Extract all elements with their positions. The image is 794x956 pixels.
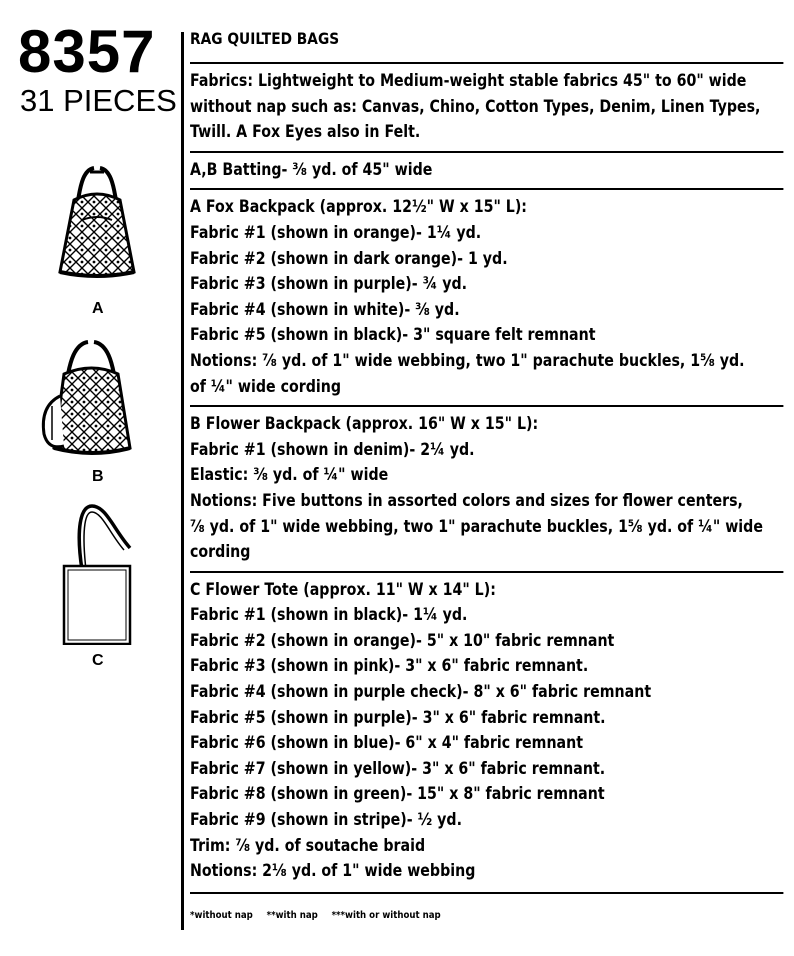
requirement-text: - 2¼ yd. (409, 439, 475, 459)
requirement-line (190, 514, 783, 540)
requirement-line (190, 653, 783, 679)
requirement-text: - 1¼ yd. (416, 222, 482, 242)
requirement-text: - 1 yd. (457, 248, 508, 268)
requirement-heading: Fabric #4 (shown in white) (190, 299, 405, 319)
requirement-line (190, 628, 783, 654)
requirement-heading: Trim: (190, 835, 236, 855)
requirement-text: 2⅛ yd. of 1" wide webbing (262, 861, 476, 881)
requirement-text: ⅜ yd. of ¼" wide (253, 465, 389, 485)
view-a-label: A (92, 300, 104, 317)
requirement-line (190, 246, 783, 272)
requirement-line (190, 602, 783, 628)
requirement-text: - ¾ yd. (411, 274, 468, 294)
requirement-heading: A,B Batting (190, 159, 282, 179)
requirement-text: - 15" x 8" fabric remnant (406, 784, 605, 804)
requirement-heading: Fabric #5 (shown in black) (190, 325, 403, 345)
footnote-without-nap: *without nap (190, 910, 253, 921)
requirement-text: - ½ yd. (406, 810, 462, 830)
requirement-line (190, 322, 783, 348)
requirement-heading: Fabric #5 (shown in purple) (190, 707, 412, 727)
requirement-line (190, 157, 783, 183)
requirement-heading: Fabric #7 (shown in yellow) (190, 758, 412, 778)
requirement-heading: Fabric #2 (shown in dark orange) (190, 248, 458, 268)
flower-tote-icon (58, 500, 138, 645)
requirement-line (190, 539, 783, 565)
requirement-line (190, 679, 783, 705)
requirements-sections (190, 62, 783, 894)
requirement-line (190, 220, 783, 246)
requirement-line (190, 437, 783, 463)
requirement-heading: Fabrics: (190, 71, 258, 90)
requirement-text: ⅞ yd. of soutache braid (235, 835, 426, 855)
requirement-heading: Fabric #1 (shown in denim) (190, 439, 410, 459)
requirement-heading: Notions: (190, 350, 263, 370)
requirement-text: - 3" square felt remnant (402, 325, 596, 345)
requirement-heading: Fabric #3 (shown in pink) (190, 656, 395, 676)
requirement-heading: Fabric #6 (shown in blue) (190, 733, 395, 753)
requirement-heading: C Flower Tote (approx. 11" W x 14" L): (190, 579, 496, 599)
pattern-number: 8357 (18, 18, 156, 85)
requirement-text: Five buttons in assorted colors and sizes for flower centers, (262, 490, 743, 510)
fox-backpack-icon (52, 160, 142, 285)
requirement-text: - 1¼ yd. (402, 605, 468, 625)
requirement-heading: Notions: (190, 861, 263, 881)
requirement-heading: Notions: (190, 490, 263, 510)
requirement-heading: Fabric #9 (shown in stripe) (190, 810, 407, 830)
requirement-line (190, 68, 783, 94)
requirement-line (190, 411, 783, 437)
requirement-heading: Fabric #3 (shown in purple) (190, 274, 412, 294)
requirement-line (190, 374, 783, 400)
footnotes (190, 910, 441, 921)
requirement-line (190, 194, 783, 220)
requirement-text: cording (190, 542, 251, 562)
requirement-line (190, 756, 783, 782)
requirement-heading: Fabric #1 (shown in orange) (190, 222, 417, 242)
pieces-count: 31 PIECES (20, 83, 177, 118)
view-b-illustration (30, 336, 140, 464)
view-b-section (190, 405, 783, 571)
requirement-line (190, 119, 783, 145)
requirement-heading: Fabric #8 (shown in green) (190, 784, 407, 804)
requirement-line (190, 271, 783, 297)
batting-section (190, 151, 783, 189)
footnote-with-nap: **with nap (266, 910, 318, 921)
requirement-heading: A Fox Backpack (approx. 12½" W x 15" L): (190, 197, 527, 217)
requirement-line (190, 730, 783, 756)
view-a-illustration (52, 160, 142, 285)
requirement-text: - 3" x 6" fabric remnant. (411, 758, 606, 778)
view-c-illustration (58, 500, 138, 645)
requirement-line (190, 348, 783, 374)
requirement-text: Twill. A Fox Eyes also in Felt. (190, 122, 421, 142)
requirement-line (190, 705, 783, 731)
view-c-section (190, 571, 783, 894)
requirement-line (190, 297, 783, 323)
requirement-line (190, 807, 783, 833)
requirement-heading: Fabric #2 (shown in orange) (190, 630, 417, 650)
requirement-text: ⅞ yd. of 1" wide webbing, two 1" parachute buckles, 1⅝ yd. of ¼" wide (190, 516, 763, 536)
requirement-line (190, 858, 783, 884)
requirement-text: ⅞ yd. of 1" wide webbing, two 1" parachute buckles, 1⅝ yd. (262, 350, 745, 370)
requirement-text: Lightweight to Medium-weight stable fabrics 45" to 60" wide (257, 71, 747, 90)
requirement-line (190, 462, 783, 488)
footnote-with-or-without-nap: ***with or without nap (331, 910, 441, 921)
requirement-text: - ⅜ yd. (404, 299, 460, 319)
requirement-heading: B Flower Backpack (approx. 16" W x 15" L): (190, 414, 539, 434)
requirement-line (190, 833, 783, 859)
pattern-info-column (0, 0, 180, 956)
requirement-line (190, 488, 783, 514)
view-a-section (190, 188, 783, 405)
requirements-column (190, 28, 783, 894)
requirement-text: - 3" x 6" fabric remnant. (411, 707, 606, 727)
requirement-text: - 3" x 6" fabric remnant. (394, 656, 589, 676)
fabrics-section (190, 62, 783, 151)
requirement-line (190, 577, 783, 603)
requirement-text: - ⅜ yd. of 45" wide (281, 159, 433, 179)
pattern-title: RAG QUILTED BAGS (190, 29, 340, 48)
column-divider (181, 32, 184, 930)
requirement-line (190, 94, 783, 120)
requirement-text: without nap such as: Canvas, Chino, Cotton Types, Denim, Linen Types, (190, 96, 761, 116)
view-b-label: B (92, 468, 104, 485)
requirement-text: of ¼" wide cording (190, 376, 342, 396)
requirement-text: - 8" x 6" fabric remnant (462, 682, 652, 702)
requirement-text: - 6" x 4" fabric remnant (394, 733, 584, 753)
requirement-line (190, 781, 783, 807)
requirement-heading: Fabric #4 (shown in purple check) (190, 682, 463, 702)
requirement-text: - 5" x 10" fabric remnant (416, 630, 615, 650)
view-c-label: C (92, 652, 104, 669)
flower-backpack-icon (30, 336, 140, 464)
requirement-heading: Elastic: (190, 465, 254, 485)
requirement-heading: Fabric #1 (shown in black) (190, 605, 403, 625)
